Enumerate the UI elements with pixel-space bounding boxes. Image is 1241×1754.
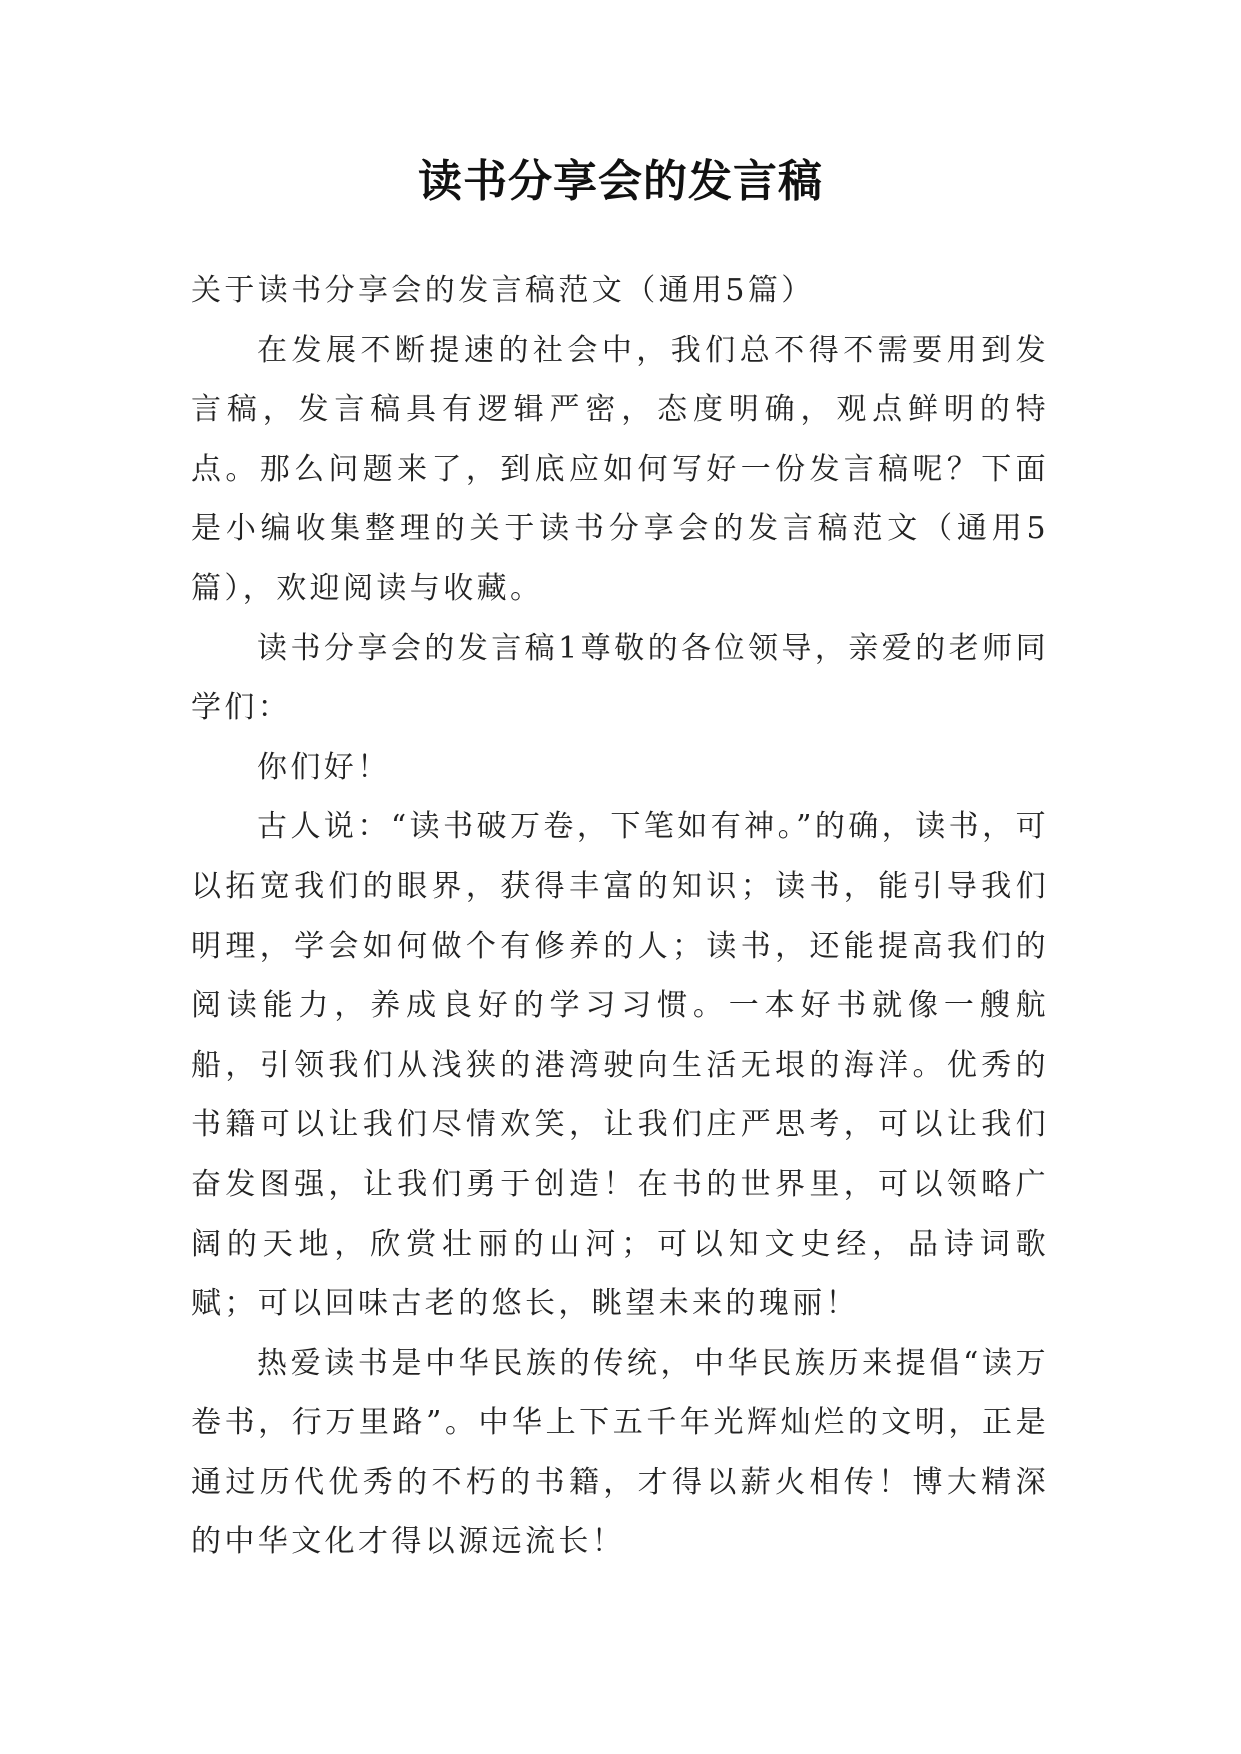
paragraph-intro: 在发展不断提速的社会中，我们总不得不需要用到发言稿，发言稿具有逻辑严密，态度明确，观点鲜明的特点。那么问题来了，到底应如何写好一份发言稿呢？下面是小编收集整理的关于读书分享会的发言稿范文（通用5篇），欢迎阅读与收藏。: [191, 332, 1049, 606]
document-title: 读书分享会的发言稿: [418, 156, 823, 207]
paragraph-subtitle: 关于读书分享会的发言稿范文（通用5篇）: [191, 273, 815, 308]
paragraph-greeting-heading: 读书分享会的发言稿1尊敬的各位领导，亲爱的老师同学们：: [191, 630, 1049, 726]
paragraph-body-2: 热爱读书是中华民族的传统，中华民族历来提倡“读万卷书，行万里路”。中华上下五千年光辉灿烂的文明，正是通过历代优秀的不朽的书籍，才得以薪火相传！博大精深的中华文化才得以源远流长！: [191, 1345, 1049, 1560]
paragraph-body-1: 古人说：“读书破万卷，下笔如有神。”的确，读书，可以拓宽我们的眼界，获得丰富的知识；读书，能引导我们明理，学会如何做个有修养的人；读书，还能提高我们的阅读能力，养成良好的学习习惯。一本好书就像一艘航船，引领我们从浅狭的港湾驶向生活无垠的海洋。优秀的书籍可以让我们尽情欢笑，让我们庄严思考，可以让我们奋发图强，让我们勇于创造！在书的世界里，可以领略广阔的天地，欣赏壮丽的山河；可以知文史经，品诗词歌赋；可以回味古老的悠长，眺望未来的瑰丽！: [191, 809, 1049, 1322]
document-body: [191, 261, 1049, 1572]
paragraph-greeting: 你们好！: [257, 749, 391, 785]
